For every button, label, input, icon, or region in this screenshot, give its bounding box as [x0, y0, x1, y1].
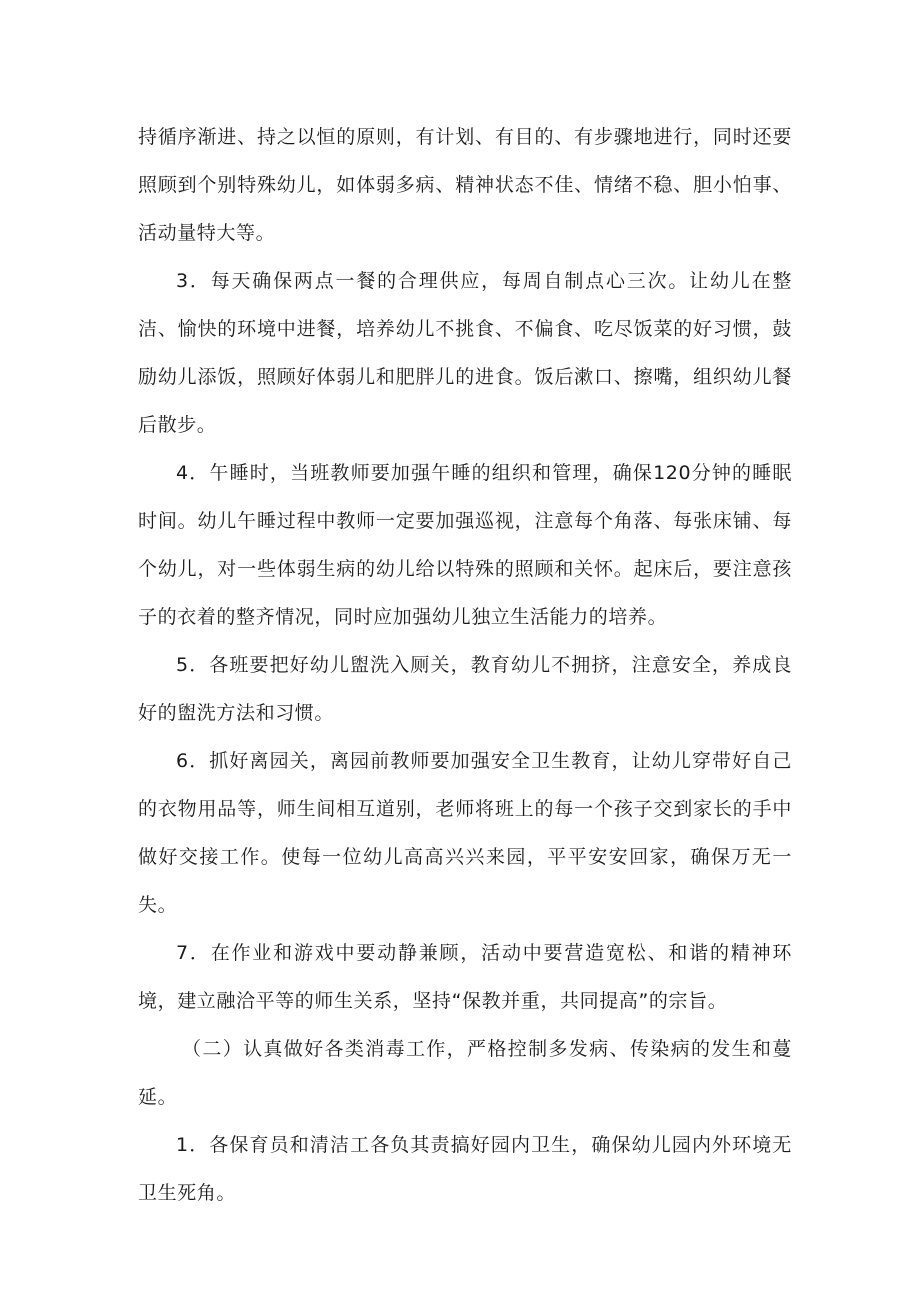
- paragraph-item-4: 4．午睡时，当班教师要加强午睡的组织和管理，确保120分钟的睡眠时间。幼儿午睡过程中教师一定要加强巡视，注意每个角落、每张床铺、每个幼儿，对一些体弱生病的幼儿给以特殊的照顾和关怀。起床后，要注意孩子的衣着的整齐情况，同时应加强幼儿独立生活能力的培养。: [138, 462, 792, 628]
- paragraph-item-1: 1．各保育员和清洁工各负其责搞好园内卫生，确保幼儿园内外环境无卫生死角。: [138, 1134, 792, 1204]
- document-body: [138, 113, 792, 1217]
- paragraph-item-7: 7．在作业和游戏中要动静兼顾，活动中要营造宽松、和谐的精神环境，建立融洽平等的师生关系，坚持“保教并重，共同提高”的宗旨。: [138, 942, 792, 1012]
- section-heading-2: （二）认真做好各类消毒工作，严格控制多发病、传染病的发生和蔓延。: [138, 1038, 792, 1108]
- paragraph-item-3: 3．每天确保两点一餐的合理供应，每周自制点心三次。让幼儿在整洁、愉快的环境中进餐，培养幼儿不挑食、不偏食、吃尽饭菜的好习惯，鼓励幼儿添饭，照顾好体弱儿和肥胖儿的进食。饭后漱口、擦嘴，组织幼儿餐后散步。: [138, 270, 792, 436]
- paragraph-item-6: 6．抓好离园关，离园前教师要加强安全卫生教育，让幼儿穿带好自己的衣物用品等，师生间相互道别，老师将班上的每一个孩子交到家长的手中做好交接工作。使每一位幼儿高高兴兴来园，平平安安回家，确保万无一失。: [138, 750, 792, 916]
- paragraph-continuation: 持循序渐进、持之以恒的原则，有计划、有目的、有步骤地进行，同时还要照顾到个别特殊幼儿，如体弱多病、精神状态不佳、情绪不稳、胆小怕事、活动量特大等。: [138, 126, 792, 244]
- paragraph-item-5: 5．各班要把好幼儿盥洗入厕关，教育幼儿不拥挤，注意安全，养成良好的盥洗方法和习惯。: [138, 654, 792, 724]
